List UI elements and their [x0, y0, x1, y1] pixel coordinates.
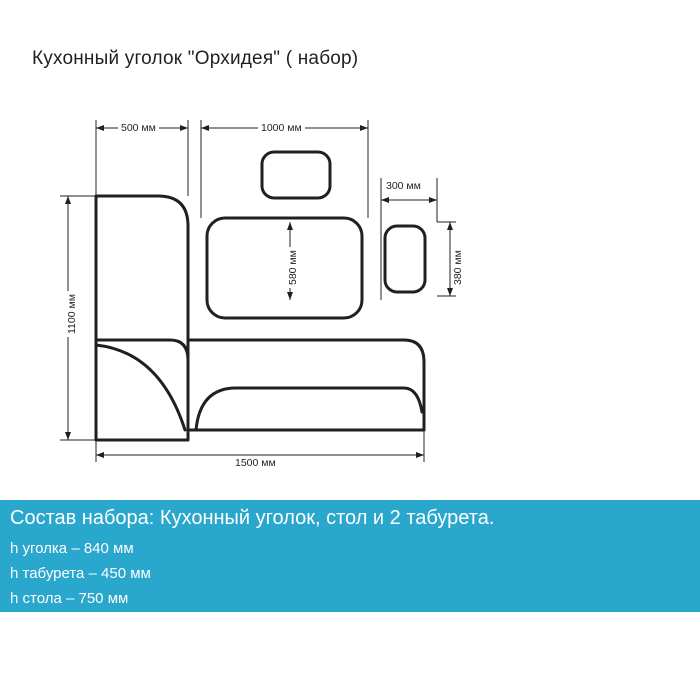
dimension-label-stool-width: 300 мм — [383, 180, 424, 192]
page-title: Кухонный уголок "Орхидея" ( набор) — [32, 48, 359, 69]
dimension-label-corner-width: 500 мм — [118, 122, 159, 134]
spec-line-table-height: h стола – 750 мм — [10, 590, 129, 607]
dimension-label-stool-depth: 380 мм — [452, 247, 464, 288]
dimension-label-bench-width: 1500 мм — [232, 457, 279, 469]
spec-line-corner-height: h уголка – 840 мм — [10, 540, 134, 557]
spec-line-stool-height: h табурета – 450 мм — [10, 565, 151, 582]
set-composition-heading: Состав набора: Кухонный уголок, стол и 2 табурета. — [10, 507, 495, 529]
set-composition-panel — [0, 500, 700, 612]
dimension-label-table-width: 1000 мм — [258, 122, 305, 134]
dimension-label-bench-height: 1100 мм — [66, 291, 78, 337]
dimension-label-table-depth: 580 мм — [287, 247, 299, 288]
